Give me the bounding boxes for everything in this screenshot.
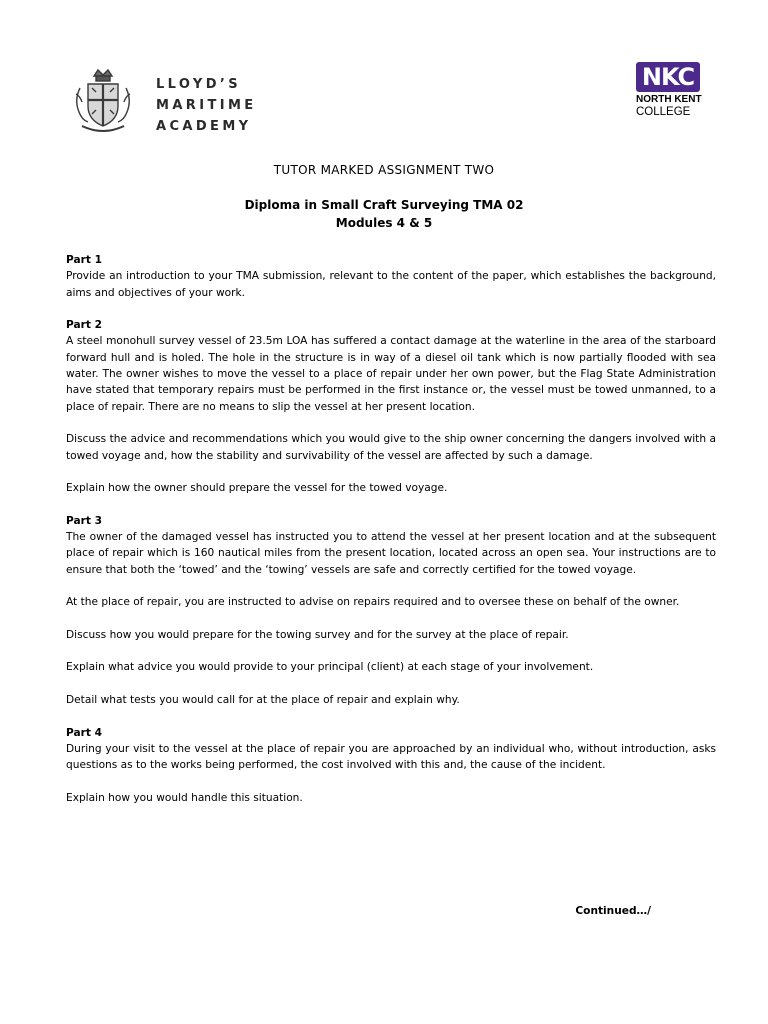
paragraph: Discuss how you would prepare for the towing survey and for the survey at the place of repair.: [66, 628, 569, 641]
paragraph: Explain how you would handle this situation.: [66, 791, 303, 804]
continued-note: Continued…/: [575, 905, 651, 917]
paragraph: Provide an introduction to your TMA submission, relevant to the content of the paper, which establishes the background, aims and objectives of your work.: [66, 270, 716, 299]
assignment-body: [66, 252, 716, 822]
north-kent-college-logo: [636, 62, 706, 124]
part-4: [66, 725, 716, 774]
page-header: [0, 0, 768, 140]
paragraph: Discuss the advice and recommendations which you would give to the ship owner concerning the dangers involved with a towed voyage and, how the stability and survivability of the vessel are affected by such a damage.: [66, 433, 716, 462]
logo-line-2: MARITIME: [156, 98, 257, 113]
part-2: [66, 317, 716, 415]
nkc-name-line-1: NORTH KENT: [636, 94, 702, 105]
nkc-name-line-2: COLLEGE: [636, 106, 691, 118]
lloyds-maritime-academy-logo-text: [156, 74, 257, 137]
part-heading: Part 3: [66, 514, 102, 527]
document-title: TUTOR MARKED ASSIGNMENT TWO: [273, 163, 495, 177]
paragraph: Explain how the owner should prepare the vessel for the towed voyage.: [66, 482, 448, 495]
lloyds-crest-icon: [70, 66, 136, 136]
paragraph: The owner of the damaged vessel has instructed you to attend the vessel at her present location and at the subsequent place of repair which is 160 nautical miles from the present location, located across an open sea. Your instructions are to ensure that both the ‘towed’ and the ‘towing’ vessels are safe and correctly certified for the towed voyage.: [66, 531, 716, 576]
paragraph: Detail what tests you would call for at the place of repair and explain why.: [66, 694, 460, 707]
part-3: [66, 513, 716, 578]
logo-line-3: ACADEMY: [156, 119, 252, 134]
part-heading: Part 2: [66, 319, 102, 332]
part-1: [66, 252, 716, 301]
paragraph: During your visit to the vessel at the place of repair you are approached by an individual who, without introduction, asks questions as to the works being performed, the cost involved with this and, the cause of the incident.: [66, 742, 716, 772]
course-title: Diploma in Small Craft Surveying TMA 02: [244, 198, 524, 212]
nkc-mark: NKC: [636, 62, 700, 92]
paragraph: A steel monohull survey vessel of 23.5m LOA has suffered a contact damage at the waterline in the area of the starboard forward hull and is holed. The hole in the structure is in way of a diesel oil tank which is now partially flooded with sea water. The owner wishes to move the vessel to a place of repair under her own power, but the Flag State Administration have stated that temporary repairs must be performed in the first instance or, the vessel must be towed unmanned, to a place of repair. There are no means to slip the vessel at her present location.: [66, 335, 716, 413]
part-heading: Part 4: [66, 726, 102, 739]
logo-line-1: LLOYD’S: [156, 77, 241, 92]
modules-title: Modules 4 & 5: [335, 216, 433, 230]
paragraph: Explain what advice you would provide to your principal (client) at each stage of your involvement.: [66, 661, 594, 674]
paragraph: At the place of repair, you are instructed to advise on repairs required and to oversee these on behalf of the owner.: [66, 596, 680, 609]
part-heading: Part 1: [66, 254, 102, 266]
